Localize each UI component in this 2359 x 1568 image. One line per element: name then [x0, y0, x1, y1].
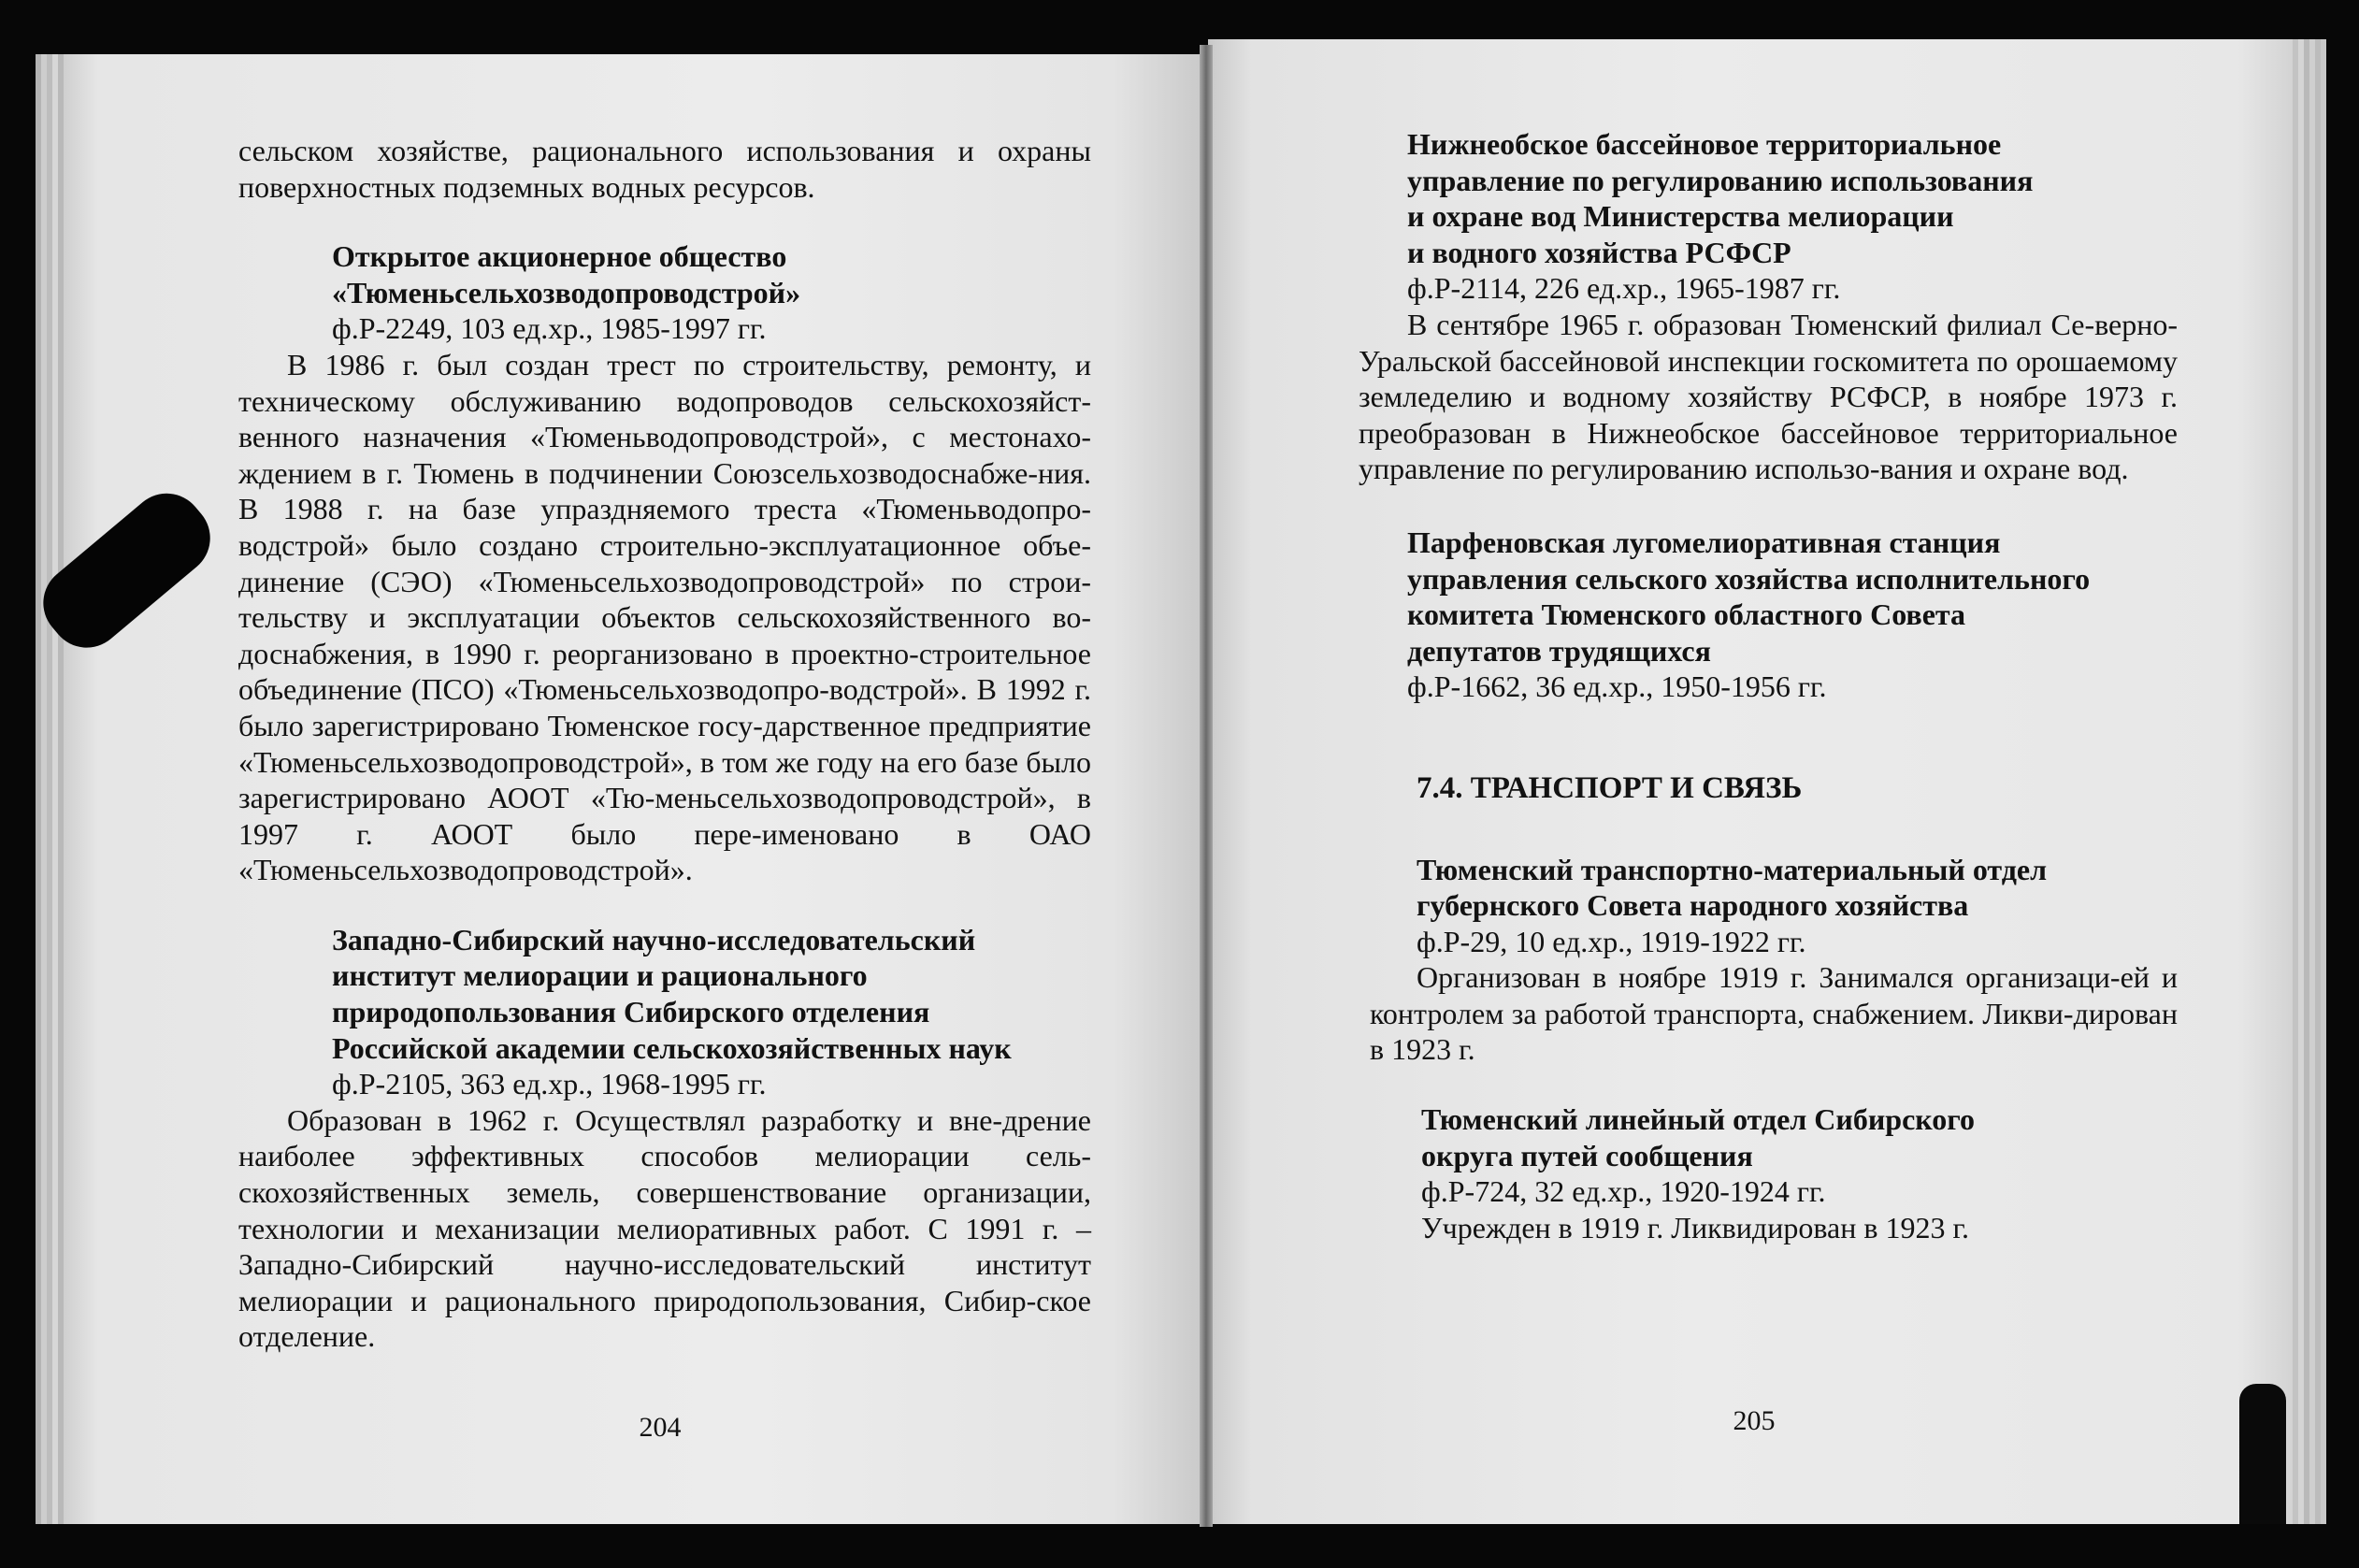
- fund-reference: ф.Р-2105, 363 ед.хр., 1968-1995 гг.: [332, 1067, 767, 1101]
- fund-reference: ф.Р-2114, 226 ед.хр., 1965-1987 гг.: [1407, 271, 1841, 306]
- fund-reference: ф.Р-29, 10 ед.хр., 1919-1922 гг.: [1417, 924, 1806, 958]
- entry-title-line: природопользования Сибирского отделения: [332, 995, 930, 1029]
- entry-title-line: Парфеновская лугомелиоративная станция: [1407, 525, 2001, 559]
- entry-body: В 1986 г. был создан трест по строительству, ремонту, и техническому обслуживанию водопроводов сельскохозяйст-венного назначения «Тюменьводопроводстрой», с местонахо-ждением в г. Тюмень в подчинении Союзсельхозводоснабже-ния. В 1988 г. на базе упраздняемого треста «Тюменьводопро-водстрой» было создано строительно-эксплуатационное объе-динение (СЭО) «Тюменьсельхозводопроводстрой» по строи-тельству и эксплуатации объектов сельскохозяйственного во-доснабжения, в 1990 г. реорганизовано в проектно-строительное объединение (ПСО) «Тюменьсельхозводопро-водстрой». В 1992 г. было зарегистрировано Тюменское госу-дарственное предприятие «Тюменьсельхозводопроводстрой», в том же году на его базе было зарегистрировано АООТ «Тю-меньсельхозводопроводстрой», в 1997 г. АООТ было пере-именовано в ОАО «Тюменьсельхозводопроводстрой».: [238, 347, 1091, 887]
- entry-title-line: институт мелиорации и рационального: [332, 958, 868, 993]
- fund-reference: ф.Р-724, 32 ед.хр., 1920-1924 гг.: [1421, 1174, 1826, 1209]
- entry-title-line: «Тюменьсельхозводопроводстрой»: [332, 275, 801, 309]
- page-number: 204: [639, 1412, 682, 1443]
- entry-body: Учрежден в 1919 г. Ликвидирован в 1923 г.: [1421, 1210, 1969, 1244]
- entry-title-line: Российской академии сельскохозяйственных наук: [332, 1030, 1012, 1065]
- entry-title-line: губернского Совета народного хозяйства: [1417, 888, 1969, 923]
- entry-title-line: Тюменский транспортно-материальный отдел: [1417, 852, 2048, 886]
- entry-title-line: управление по регулированию использования: [1407, 163, 2034, 197]
- fund-reference: ф.Р-2249, 103 ед.хр., 1985-1997 гг.: [332, 311, 767, 346]
- entry-title-line: Нижнеобское бассейновое территориальное: [1407, 127, 2002, 161]
- entry-title-line: комитета Тюменского областного Совета: [1407, 597, 1965, 632]
- entry-body: В сентябре 1965 г. образован Тюменский филиал Се-верно-Уральской бассейновой инспекции госкомитета по орошаемому земледелию и водному хозяйству РСФСР, в ноябре 1973 г. преобразован в Нижнеобское бассейновое территориальное управление по регулированию использо-вания и охране вод.: [1359, 307, 2178, 486]
- entry-title-line: и водного хозяйства РСФСР: [1407, 235, 1791, 269]
- right-page-text: [1359, 126, 2178, 1245]
- bookmark-ribbon-tail: [2239, 1384, 2286, 1524]
- entry-body: Образован в 1962 г. Осуществлял разработку и вне-дрение наиболее эффективных способов мелиорации сель-скохозяйственных земель, совершенствование организации, технологии и механизации мелиоративных работ. С 1991 г. – Западно-Сибирский научно-исследовательский институт мелиорации и рационального природопользования, Сибир-ское отделение.: [238, 1102, 1091, 1354]
- section-heading: 7.4. ТРАНСПОРТ И СВЯЗЬ: [1417, 770, 1803, 805]
- entry-title-line: управления сельского хозяйства исполнительного: [1407, 561, 2091, 596]
- entry-title-line: Тюменский линейный отдел Сибирского: [1421, 1102, 1976, 1137]
- page-number: 205: [1733, 1405, 1776, 1436]
- left-page-text: [238, 133, 1091, 1355]
- entry-body: Организован в ноябре 1919 г. Занимался организаци-ей и контролем за работой транспорта, снабжением. Ликви-дирован в 1923 г.: [1370, 960, 2178, 1067]
- entry-title-line: и охране вод Министерства мелиорации: [1407, 199, 1954, 234]
- intro-paragraph: сельском хозяйстве, рационального использования и охраны поверхностных подземных водных ресурсов.: [238, 134, 1091, 204]
- entry-title-line: Западно-Сибирский научно-исследовательский: [332, 922, 976, 957]
- entry-title-line: депутатов трудящихся: [1407, 633, 1711, 668]
- book-spine: [1200, 45, 1213, 1527]
- fund-reference: ф.Р-1662, 36 ед.хр., 1950-1956 гг.: [1407, 669, 1827, 704]
- entry-title-line: округа путей сообщения: [1421, 1138, 1753, 1172]
- entry-title-line: Открытое акционерное общество: [332, 239, 787, 274]
